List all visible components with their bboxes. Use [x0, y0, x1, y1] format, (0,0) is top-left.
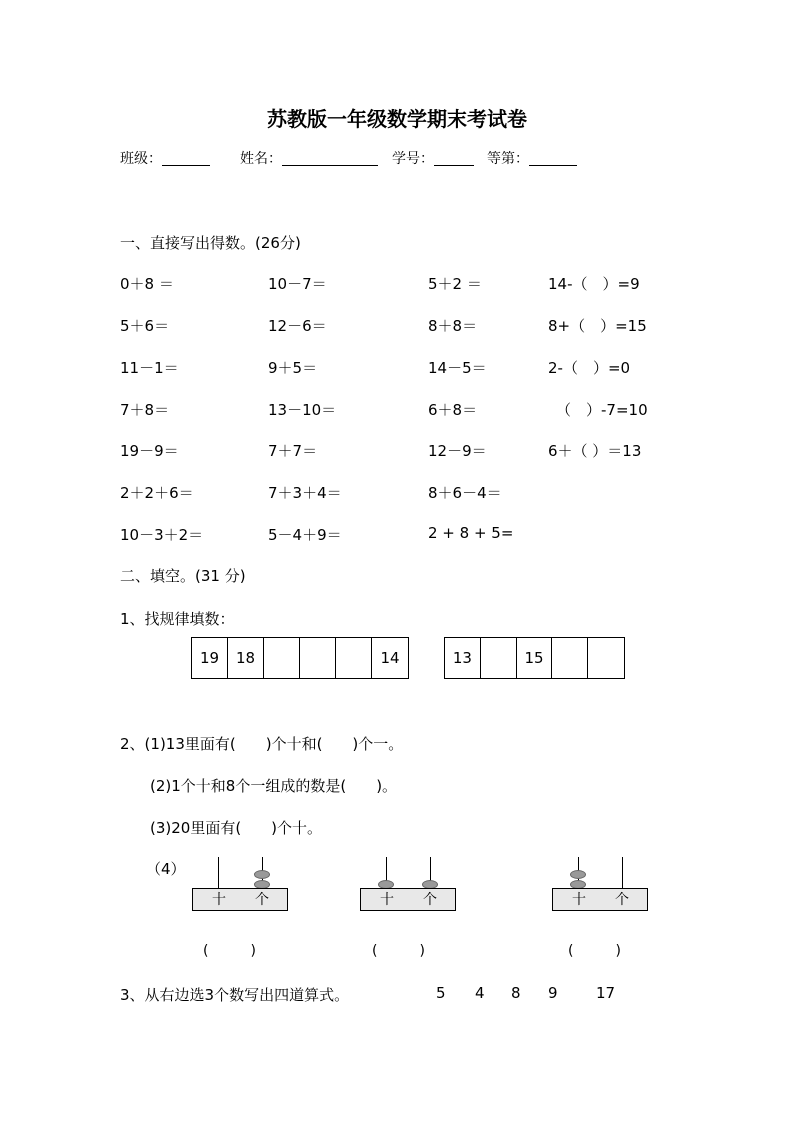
q2-part4-label: （4）	[146, 860, 186, 878]
equation-r7-c1: 10－3＋2＝	[120, 526, 204, 544]
q3-number-5: 17	[596, 984, 616, 1002]
abacus-answer-1[interactable]: ( )	[203, 943, 256, 959]
tens-label: 十	[212, 892, 226, 908]
equation-r1-c2: 10－7＝	[268, 275, 327, 293]
q2-part2: (2)1个十和8个一组成的数是( )。	[150, 777, 398, 795]
equation-r3-c1: 11－1＝	[120, 359, 179, 377]
sequence-a-cell-4[interactable]	[300, 638, 336, 678]
equation-r7-c3: 2 + 8 + 5=	[428, 524, 514, 542]
grade-blank[interactable]	[529, 151, 577, 166]
ones-rod	[622, 857, 623, 889]
sequence-b-cell-3: 15	[517, 638, 553, 678]
q3-number-4: 9	[548, 984, 558, 1002]
sequence-b-cell-4[interactable]	[552, 638, 588, 678]
tens-label: 十	[572, 892, 586, 908]
q1-label: 1、找规律填数：	[120, 610, 235, 628]
grade-field	[487, 148, 577, 168]
equation-r2-c1: 5＋6＝	[120, 317, 170, 335]
class-label: 班级：	[120, 151, 162, 167]
q2-part3: (3)20里面有( )个十。	[150, 819, 323, 837]
sequence-b-cell-1: 13	[445, 638, 481, 678]
sequence-a-cell-5[interactable]	[336, 638, 372, 678]
sequence-a-cell-1: 19	[192, 638, 228, 678]
section1-heading: 一、直接写出得数。(26分)	[120, 234, 301, 252]
ones-label: 个	[423, 892, 437, 908]
q2-part1: 2、(1)13里面有( )个十和( )个一。	[120, 735, 404, 753]
abacus-base	[360, 888, 456, 911]
sequence-a-cell-6: 14	[380, 649, 400, 667]
ones-label: 个	[255, 892, 269, 908]
section2-heading: 二、填空。(31 分)	[120, 567, 246, 585]
sequence-a	[191, 637, 409, 679]
name-blank[interactable]	[282, 151, 378, 166]
ones-label: 个	[615, 892, 629, 908]
id-blank[interactable]	[434, 151, 474, 166]
abacus-1	[192, 851, 288, 911]
class-blank[interactable]	[162, 151, 210, 166]
class-field	[120, 148, 210, 168]
equation-r6-c1: 2＋2＋6＝	[120, 484, 194, 502]
abacus-3	[552, 851, 648, 911]
equation-r3-c2: 9＋5＝	[268, 359, 318, 377]
sequence-b	[444, 637, 625, 679]
sequence-a-cell-3[interactable]	[264, 638, 300, 678]
equation-r5-c1: 19－9＝	[120, 442, 179, 460]
equation-r3-c3: 14－5＝	[428, 359, 487, 377]
equation-r5-c2: 7＋7＝	[268, 442, 318, 460]
equation-r6-c3: 8＋6－4＝	[428, 484, 502, 502]
grade-label: 等第：	[487, 151, 529, 167]
tens-label: 十	[380, 892, 394, 908]
equation-r4-c3: 6＋8＝	[428, 401, 478, 419]
name-label: 姓名：	[240, 151, 282, 167]
equation-r1-c1: 0＋8 ＝	[120, 275, 174, 293]
equation-r4-c4: （ ）-7=10	[556, 401, 648, 419]
equation-r1-c3: 5＋2 ＝	[428, 275, 482, 293]
id-field	[392, 148, 474, 168]
page-title: 苏教版一年级数学期末考试卷	[267, 107, 527, 131]
equation-r2-c4: 8+（ ）=15	[548, 317, 647, 335]
sequence-b-cell-5[interactable]	[588, 638, 624, 678]
equation-r6-c2: 7＋3＋4＝	[268, 484, 342, 502]
abacus-answer-2[interactable]: ( )	[372, 943, 425, 959]
q3-number-1: 5	[436, 984, 446, 1002]
bead	[254, 870, 270, 879]
abacus-base	[192, 888, 288, 911]
abacus-base	[552, 888, 648, 911]
abacus-answer-3[interactable]: ( )	[568, 943, 621, 959]
q3-label: 3、从右边选3个数写出四道算式。	[120, 986, 350, 1004]
equation-r2-c3: 8＋8＝	[428, 317, 478, 335]
q3-number-2: 4	[475, 984, 485, 1002]
name-field	[240, 148, 378, 168]
equation-r4-c2: 13－10＝	[268, 401, 337, 419]
equation-r7-c2: 5－4＋9＝	[268, 526, 342, 544]
sequence-a-cell-2: 18	[228, 638, 264, 678]
equation-r1-c4: 14-（ ）=9	[548, 275, 640, 293]
abacus-2	[360, 851, 456, 911]
equation-r3-c4: 2-（ ）=0	[548, 359, 631, 377]
sequence-b-cell-2[interactable]	[481, 638, 517, 678]
equation-r2-c2: 12－6＝	[268, 317, 327, 335]
equation-r4-c1: 7＋8＝	[120, 401, 170, 419]
q3-number-3: 8	[511, 984, 521, 1002]
equation-r5-c3: 12－9＝	[428, 442, 487, 460]
bead	[570, 870, 586, 879]
equation-r5-c4: 6＋（ ）＝13	[548, 442, 642, 460]
id-label: 学号：	[392, 151, 434, 167]
tens-rod	[218, 857, 219, 889]
